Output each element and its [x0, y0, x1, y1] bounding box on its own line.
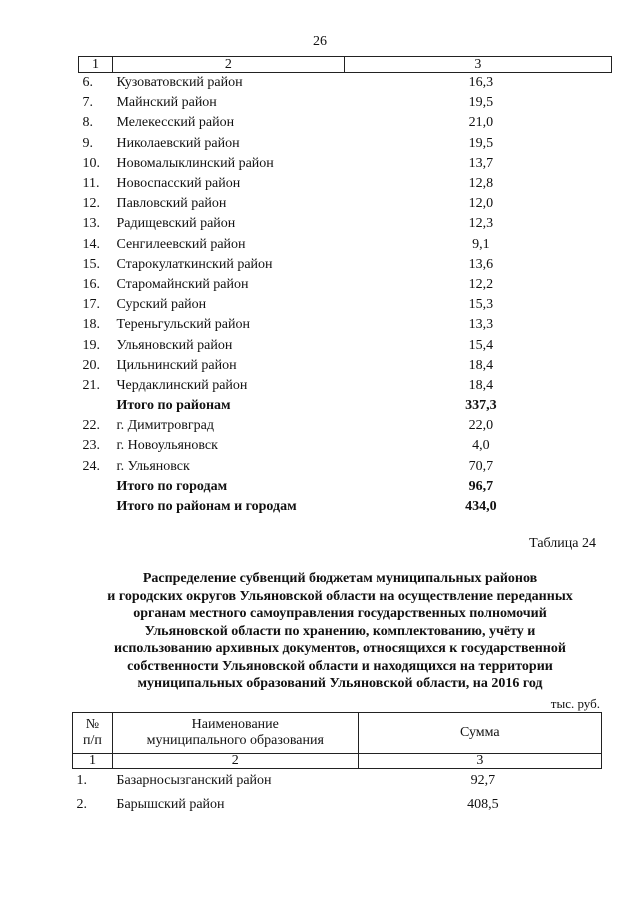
- row-value: 70,7: [468, 458, 494, 474]
- table-row: [79, 356, 612, 376]
- page-number: 26: [313, 34, 327, 49]
- row-value: 4,0: [472, 438, 490, 454]
- title-line: и городских округов Ульяновской области на осуществление переданных: [107, 588, 573, 604]
- column-number-row: [73, 754, 602, 769]
- table-row: [73, 769, 602, 794]
- row-name: Ульяновский район: [116, 337, 233, 353]
- column-number: 1: [73, 754, 113, 769]
- row-name: г. Ульяновск: [116, 458, 190, 474]
- row-value: 15,3: [468, 297, 494, 313]
- row-number: 1.: [76, 773, 87, 788]
- row-name: Итого по районам и городам: [116, 499, 297, 515]
- row-name: Сенгилеевский район: [116, 236, 246, 252]
- row-number: 12.: [82, 196, 100, 212]
- row-value: 434,0: [465, 499, 497, 515]
- row-number: 19.: [82, 337, 100, 353]
- column-number: 3: [344, 57, 611, 73]
- table-row: [79, 376, 612, 396]
- row-number: [79, 477, 113, 497]
- header-number-line: п/п: [83, 733, 102, 748]
- row-number: [79, 396, 113, 416]
- row-name: Цильнинский район: [116, 357, 237, 373]
- row-value: 12,0: [468, 196, 494, 212]
- table-row: [79, 457, 612, 477]
- row-value: 22,0: [468, 418, 494, 434]
- row-name: Павловский район: [116, 196, 227, 212]
- row-number: [79, 497, 113, 517]
- row-value: 12,2: [468, 276, 494, 292]
- table-row: [79, 214, 612, 234]
- row-number: 24.: [82, 458, 100, 474]
- row-name: Кузоватовский район: [116, 75, 243, 91]
- row-name: Тереньгульский район: [116, 317, 250, 333]
- title-line: использованию архивных документов, относящихся к государственной: [114, 641, 566, 656]
- row-name: Радищевский район: [116, 216, 236, 232]
- table-row: [79, 335, 612, 355]
- row-number: 23.: [82, 438, 100, 454]
- table-row: [79, 315, 612, 335]
- table-row: [79, 73, 612, 94]
- table-row: [79, 113, 612, 133]
- row-name: г. Новоульяновск: [116, 438, 218, 454]
- row-name: Старокулаткинский район: [116, 256, 273, 272]
- header-name-line: муниципального образования: [146, 733, 324, 748]
- column-number: 3: [358, 754, 601, 769]
- table-title: [70, 570, 610, 693]
- table-row: [79, 275, 612, 295]
- title-line: Распределение субвенций бюджетам муниципальных районов: [142, 571, 538, 586]
- row-value: 12,8: [468, 176, 494, 192]
- header-number: [73, 713, 113, 754]
- row-name: Итого по районам: [116, 398, 231, 414]
- row-number: 9.: [82, 135, 93, 151]
- title-line: органам местного самоуправления государственных полномочий: [133, 606, 547, 621]
- table-header-row: [73, 713, 602, 754]
- row-name: г. Димитровград: [116, 418, 214, 434]
- table-row: [79, 396, 612, 416]
- row-number: 22.: [82, 418, 100, 434]
- column-number: 2: [112, 57, 344, 73]
- row-number: 8.: [82, 115, 93, 131]
- row-value: 337,3: [465, 398, 497, 414]
- row-value: 13,6: [468, 256, 494, 272]
- table-row: [79, 235, 612, 255]
- units-label: тыс. руб.: [550, 696, 600, 711]
- row-number: 10.: [82, 155, 100, 171]
- row-name: Новоспасский район: [116, 176, 241, 192]
- row-number: 15.: [82, 256, 100, 272]
- header-name: [112, 713, 358, 754]
- table-row: [79, 134, 612, 154]
- header-name-line: Наименование: [191, 717, 279, 732]
- row-number: 17.: [82, 297, 100, 313]
- table-row: [79, 154, 612, 174]
- table-row: [79, 295, 612, 315]
- table-row: [73, 793, 602, 817]
- table-row: [79, 477, 612, 497]
- table-24: [72, 712, 602, 817]
- title-line: муниципальных образований Ульяновской области, на 2016 год: [137, 676, 543, 691]
- row-number: 16.: [82, 276, 100, 292]
- row-number: 14.: [82, 236, 100, 252]
- table-row: [79, 255, 612, 275]
- row-value: 19,5: [468, 95, 494, 111]
- row-number: 6.: [82, 75, 93, 91]
- row-value: 12,3: [468, 216, 494, 232]
- row-name: Мелекесский район: [116, 115, 235, 131]
- table-row: [79, 497, 612, 517]
- row-name: Чердаклинский район: [116, 377, 248, 393]
- row-name: Старомайнский район: [116, 276, 249, 292]
- row-name: Базарносызганский район: [116, 773, 272, 788]
- row-number: 7.: [82, 95, 93, 111]
- row-value: 18,4: [468, 357, 494, 373]
- table-label: Таблица 24: [529, 536, 596, 551]
- table-row: [79, 93, 612, 113]
- row-value: 9,1: [472, 236, 490, 252]
- row-name: Новомалыклинский район: [116, 155, 274, 171]
- row-number: 2.: [76, 797, 87, 812]
- table-row: [79, 174, 612, 194]
- table-row: [79, 436, 612, 456]
- column-number-row: [79, 57, 612, 73]
- title-line: Ульяновской области по хранению, комплектованию, учёту и: [144, 623, 536, 639]
- row-number: 11.: [82, 176, 100, 192]
- row-number: 21.: [82, 377, 100, 393]
- row-name: Итого по городам: [116, 478, 228, 494]
- row-value: 15,4: [468, 337, 494, 353]
- row-number: 18.: [82, 317, 100, 333]
- row-name: Майнский район: [116, 95, 217, 111]
- row-name: Николаевский район: [116, 135, 240, 151]
- header-number-line: №: [85, 717, 100, 732]
- title-line: собственности Ульяновской области и находящихся на территории: [127, 658, 553, 674]
- header-sum: Сумма: [358, 713, 601, 754]
- table-row: [79, 194, 612, 214]
- column-number: 2: [112, 754, 358, 769]
- table-row: [79, 416, 612, 436]
- row-number: 20.: [82, 357, 100, 373]
- row-value: 96,7: [468, 478, 494, 494]
- row-name: Сурский район: [116, 297, 207, 313]
- row-value: 19,5: [468, 135, 494, 151]
- row-value: 13,3: [468, 317, 494, 333]
- row-value: 16,3: [468, 75, 494, 91]
- row-value: 21,0: [468, 115, 494, 131]
- row-value: 408,5: [467, 797, 499, 812]
- row-number: 13.: [82, 216, 100, 232]
- row-value: 18,4: [468, 377, 494, 393]
- table-continuation: [78, 56, 612, 517]
- row-value: 13,7: [468, 155, 494, 171]
- row-value: 92,7: [470, 773, 496, 788]
- row-name: Барышский район: [116, 797, 225, 812]
- column-number: 1: [79, 57, 113, 73]
